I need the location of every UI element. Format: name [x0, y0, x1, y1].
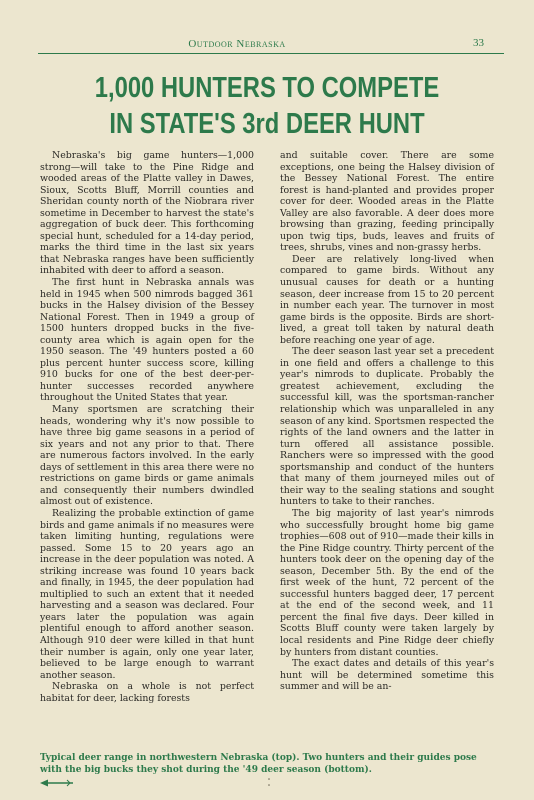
running-header: Outdoor Nebraska [188, 38, 286, 50]
paragraph: Realizing the probable extinction of game birds and game animals if no measures were taken limiting hunting, regulations were passed. Some 15 to 20 years ago an increase in the deer population was noted. A striking increase was found 10 years back and finally, in 1945, the deer population had multiplied to such an extent that it needed harvesting and a season was declared. Four years later the population was again plentiful enough to afford another season. Although 910 deer were killed in that hunt their number is again, only one year later, believed to be large enough to warrant another season. [40, 507, 254, 681]
paragraph: The first hunt in Nebraska annals was held in 1945 when 500 nimrods bagged 361 bucks in the Halsey division of the Bessey National Forest. Then in 1949 a group of 1500 hunters dropped bucks in the five-county area which is again open for the 1950 season. The '49 hunters posted a 60 plus percent hunter success score, killing 910 bucks for one of the best deer-per-hunter successes recorded anywhere throughout the United States that year. [40, 277, 254, 404]
headline-line-2: IN STATE'S 3rd DEER HUNT [109, 108, 425, 140]
paragraph: Nebraska's big game hunters—1,000 strong—will take to the Pine Ridge and wooded areas of the Platte valley in Dawes, Sioux, Scotts Bluff, Morrill counties and Sheridan county north of the Niobrara river sometime in December to harvest the state's aggregation of buck deer. This forthcoming special hunt, scheduled for a 14-day period, marks the third time in the last six years that Nebraska ranges have been sufficiently inhabited with deer to afford a season. [40, 150, 254, 277]
right-column [280, 150, 494, 693]
page-number: 33 [473, 37, 484, 49]
headline-line-1: 1,000 HUNTERS TO COMPETE [94, 72, 440, 104]
paragraph: and suitable cover. There are some exceptions, one being the Halsey division of the Bessey National Forest. The entire forest is hand-planted and provides proper cover for deer. Wooded areas in the Platte Valley are also favorable. A deer does more browsing than grazing, feeding principally upon twig tips, buds, leaves and fruits of trees, shrubs, vines and non-grassy herbs. [280, 150, 494, 254]
paragraph: Nebraska on a whole is not perfect habitat for deer, lacking forests [40, 681, 254, 704]
left-column [40, 150, 254, 704]
photo-caption: Typical deer range in northwestern Nebraska (top). Two hunters and their guides pose with the big bucks they shot during the '49 deer season (bottom). [40, 753, 477, 775]
paragraph: The big majority of last year's nimrods who successfully brought home big game trophies—608 out of 910—made their kills in the Pine Ridge country. Thirty percent of the hunters took deer on the opening day of the season, December 5th. By the end of the first week of the hunt, 72 percent of the successful hunters bagged deer, 17 percent at the end of the second week, and 11 percent the final five days. Deer killed in Scotts Bluff county were taken largely by local residents and Pine Ridge deer chiefly by hunters from distant counties. [280, 507, 494, 658]
paragraph: Many sportsmen are scratching their heads, wondering why it's now possible to have three big game seasons in a period of six years and not any prior to that. There are numerous factors involved. In the early days of settlement in this area there were no restrictions on game birds or game animals and consequently their numbers dwindled almost out of existence. [40, 404, 254, 508]
paragraph: The deer season last year set a precedent in one field and offers a challenge to this year's nimrods to duplicate. Probably the greatest achievement, excluding the successful kill, was the sportsman-rancher relationship which was unparalleled in any season of any kind. Sportsmen respected the rights of the land owners and the latter in turn offered all assistance possible. Ranchers were so impressed with the good sportsmanship and conduct of the hunters that many of them journeyed miles out of their way to the sealing stations and sought hunters to take to their ranches. [280, 346, 494, 508]
headline [30, 70, 504, 142]
paragraph: Deer are relatively long-lived when compared to game birds. Without any unusual causes for death or a hunting season, deer increase from 15 to 20 percent in number each year. The turnover in most game birds is the opposite. Birds are short-lived, a great toll taken by natural death before reaching one year of age. [280, 253, 494, 346]
left-arrow-icon [40, 778, 74, 788]
paragraph: The exact dates and details of this year's hunt will be determined sometime this summer and will be an- [280, 658, 494, 693]
print-mark [268, 776, 270, 790]
header-rule [38, 53, 504, 54]
